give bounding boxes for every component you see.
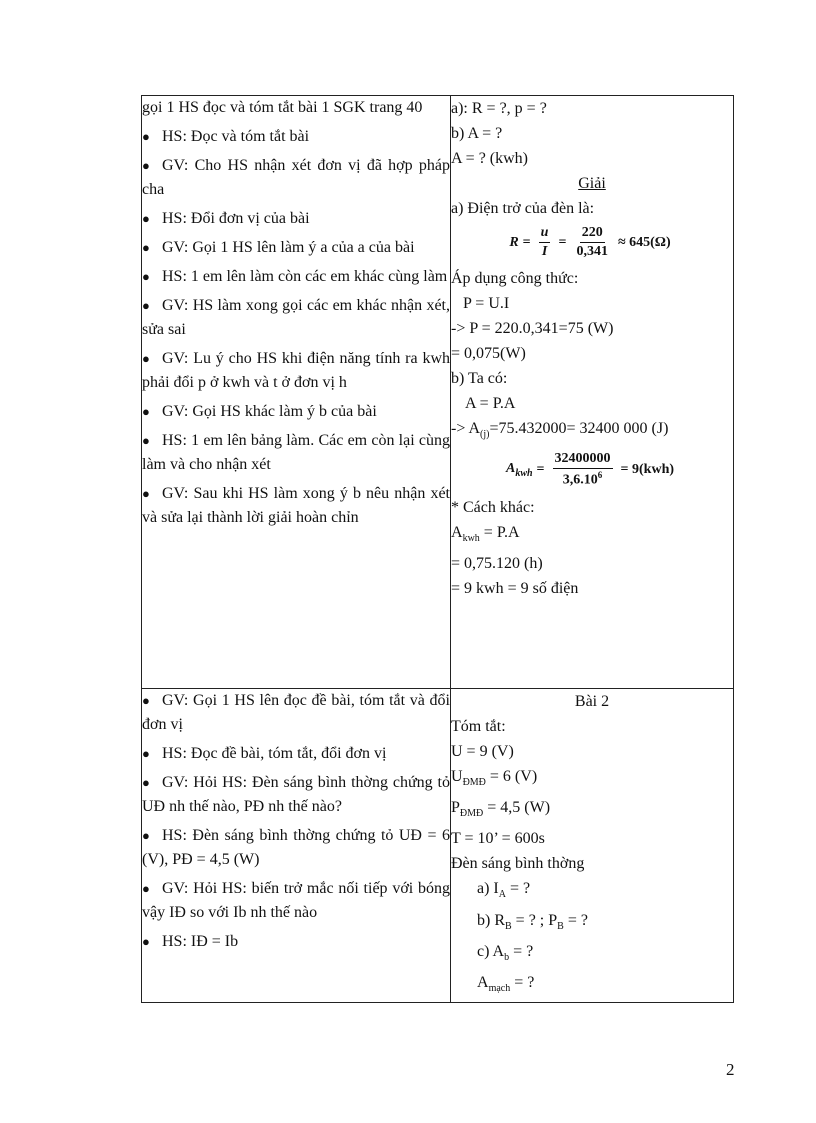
question-a: a): R = ?, p = ? (451, 100, 547, 117)
given-line: T = 10’ = 600s (451, 830, 545, 848)
exercise-heading: Bài 2 (574, 693, 610, 710)
bullet-icon: ● (142, 269, 150, 284)
bullet-icon: ● (142, 240, 150, 255)
solution-line: a) Điện trở của đèn là: (451, 200, 595, 217)
list-item: ● HS: Đổi đơn vị của bài (142, 207, 450, 231)
question-line: $A_{mạch}$ = ? (477, 973, 535, 995)
solution-line: = 9 kwh = 9 số điện (451, 580, 579, 598)
list-item: ● GV: Cho HS nhận xét đơn vị đã hợp pháp cha (142, 154, 450, 202)
list-item: ● GV: Gọi HS khác làm ý b của bài (142, 400, 450, 424)
content-1 (451, 96, 734, 689)
list-item: ● HS: Đọc đề bài, tóm tắt, đổi đơn vị (142, 742, 450, 766)
solution-line: * Cách khác: (451, 498, 535, 516)
question-line: c) $A_b$ = ? (477, 942, 534, 963)
list-item: ● HS: IĐ = Ib (142, 930, 450, 954)
given-line: U = 9 (V) (451, 743, 514, 760)
list-item: ● GV: Hỏi HS: biến trở mắc nối tiếp với bóng vậy IĐ so với Ib nh thế nào (142, 877, 450, 925)
bullet-icon: ● (142, 486, 150, 501)
bullet-icon: ● (142, 693, 150, 708)
list-item: ● GV: HS làm xong gọi các em khác nhận xét, sửa sai (142, 294, 450, 342)
solution-line: $A_{kwh} = P.A$ (451, 523, 520, 545)
bullet-icon: ● (142, 211, 150, 226)
given-line: $P_{ĐMĐ} = 4,5$ (W) (451, 799, 551, 820)
bullet-icon: ● (142, 775, 150, 790)
list-item: ● HS: 1 em lên làm còn các em khác cùng làm (142, 265, 450, 289)
bullet-icon: ● (142, 129, 150, 144)
list-item: ● GV: Gọi 1 HS lên làm ý a của a của bài (142, 236, 450, 260)
solution-line: = 0,75.120 (h) (451, 555, 543, 573)
page-number: 2 (726, 1060, 735, 1079)
given-line: $U_{ĐMĐ} = 6$ (V) (451, 768, 538, 789)
table-row (142, 96, 734, 689)
bullet-icon: ● (142, 351, 150, 366)
question-line: b) $R_B$ = ? ; $P_B$ = ? (477, 911, 588, 932)
given-line: Đèn sáng bình thờng (451, 855, 585, 873)
list-item: ● HS: 1 em lên bảng làm. Các em còn lại cùng làm và cho nhận xét (142, 429, 450, 477)
lesson-table (141, 95, 734, 1003)
energy-equation: $A_{kwh}$ = $\frac{32400000}{3,6.10^6}$ = 9(kwh) (505, 451, 675, 488)
bullet-icon: ● (142, 404, 150, 419)
table-row (142, 689, 734, 1003)
solution-line: Áp dụng công thức: (451, 270, 579, 287)
bullet-icon: ● (142, 158, 150, 173)
bullet-icon: ● (142, 746, 150, 761)
teacher-student-activities-2 (142, 689, 451, 1003)
list-item: ● GV: Sau khi HS làm xong ý b nêu nhận xét và sửa lại thành lời giải hoàn chỉn (142, 482, 450, 530)
solution-heading: Giải (578, 175, 606, 192)
summary-label: Tóm tắt: (451, 718, 506, 735)
solution-line: -> $A_{(j)}=75.432000= 32400$ 000 (J) (451, 420, 669, 441)
list-item: ● GV: Lu ý cho HS khi điện năng tính ra kwh phải đổi p ở kwh và t ở đơn vị h (142, 347, 450, 395)
list-item: ● GV: Hỏi HS: Đèn sáng bình thờng chứng tỏ UĐ nh thế nào, PĐ nh thế nào? (142, 771, 450, 819)
question-b-kwh: A = ? (kwh) (451, 150, 529, 167)
solution-line: = 0,075(W) (451, 345, 526, 362)
bullet-icon: ● (142, 433, 150, 448)
bullet-icon: ● (142, 828, 150, 843)
intro-text: gọi 1 HS đọc và tóm tắt bài 1 SGK trang 40 (142, 99, 423, 116)
list-item: ● HS: Đọc và tóm tắt bài (142, 125, 450, 149)
content-2 (451, 689, 734, 1003)
resistance-equation: R = $\frac{u}{I}$ = $\frac{220}{0,341}$ ≈ 645(Ω) (509, 225, 671, 259)
solution-line: b) Ta có: (451, 370, 508, 387)
question-b: b) A = ? (451, 125, 503, 142)
list-item: ● GV: Gọi 1 HS lên đọc đề bài, tóm tắt và đổi đơn vị (142, 689, 450, 737)
solution-line: P = U.I (463, 295, 510, 312)
solution-line: A = P.A (465, 395, 516, 412)
question-line: a) $I_A$ = ? (477, 880, 531, 901)
teacher-student-activities-1 (142, 96, 451, 689)
solution-line: -> P = 220.0,341=75 (W) (451, 320, 614, 337)
bullet-icon: ● (142, 881, 150, 896)
bullet-icon: ● (142, 298, 150, 313)
list-item: ● HS: Đèn sáng bình thờng chứng tỏ UĐ = 6 (V), PĐ = 4,5 (W) (142, 824, 450, 872)
bullet-icon: ● (142, 934, 150, 949)
